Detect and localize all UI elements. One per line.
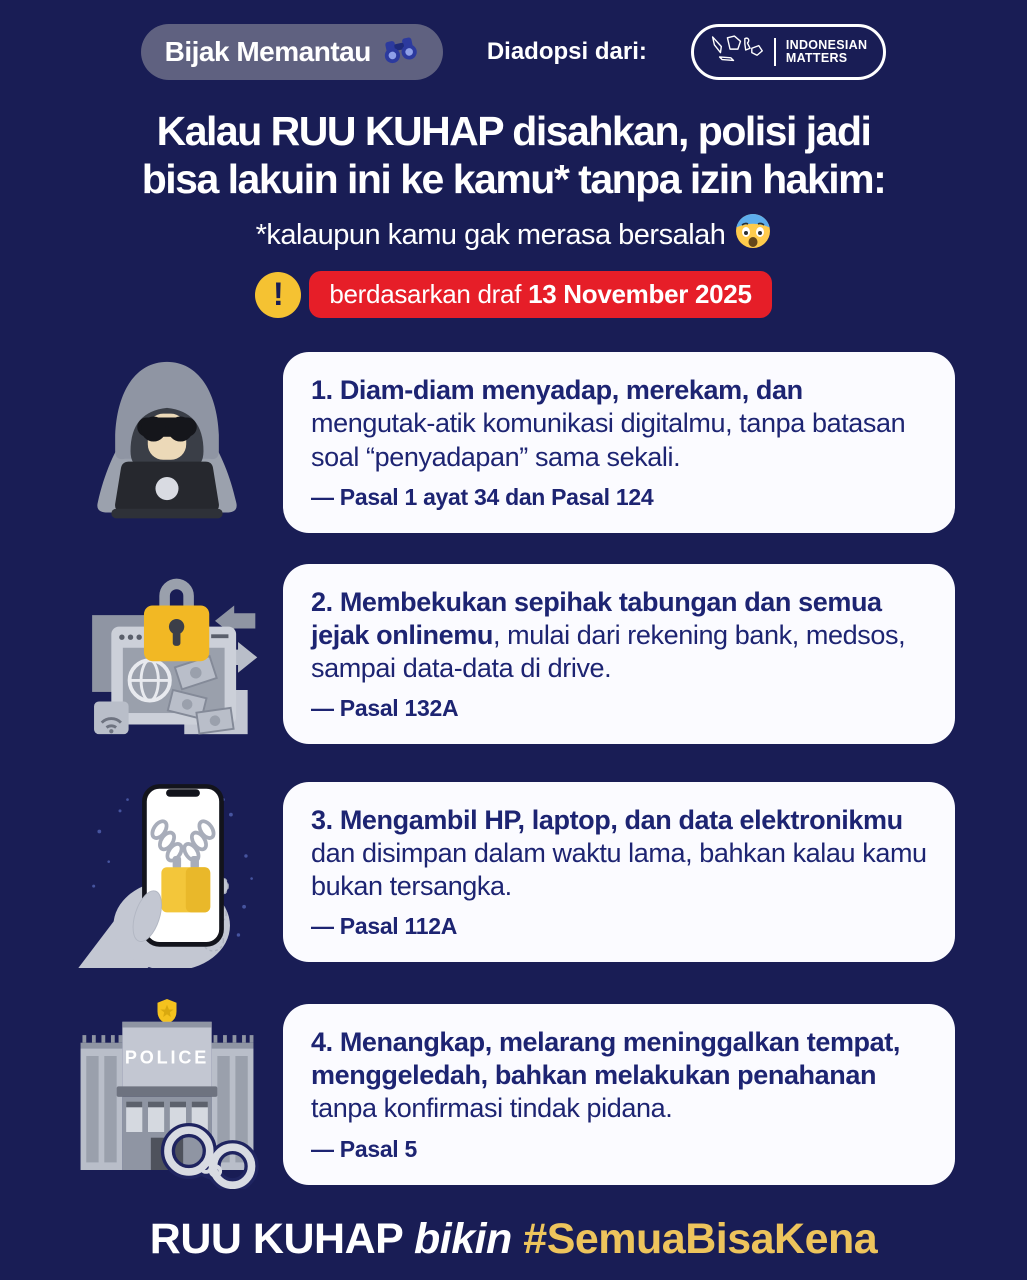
subtitle-text: *kalaupun kamu gak merasa bersalah <box>255 218 726 251</box>
draft-badge-date: 13 November 2025 <box>528 279 752 310</box>
headline <box>0 108 1027 203</box>
card-3-regular: dan disimpan dalam waktu lama, bahkan kalau kamu bukan tersangka. <box>311 837 927 901</box>
card-2-pasal: — Pasal 132A <box>311 695 459 722</box>
footer-part1: RUU KUHAP <box>149 1215 403 1264</box>
row-2 <box>50 564 955 745</box>
card-1-bold: 1. Diam-diam menyadap, merekam, dan <box>311 375 803 406</box>
draft-badge-regular: berdasarkan draf <box>329 279 522 310</box>
hand-phone-lock-icon <box>50 775 283 968</box>
card-2-bold: 2. Membekukan sepihak tabungan dan semua jejak onlinemu <box>311 586 882 650</box>
card-4 <box>283 1004 955 1185</box>
card-1-pasal: — Pasal 1 ayat 34 dan Pasal 124 <box>311 483 654 510</box>
locked-browser-icon <box>50 565 283 743</box>
draft-badge-row <box>0 271 1027 318</box>
card-2-text <box>311 586 927 686</box>
binoculars-icon <box>381 35 419 70</box>
police-station-handcuffs-icon <box>50 999 283 1189</box>
footer-part2: bikin <box>413 1215 512 1264</box>
svg-text:POLICE: POLICE <box>124 1047 209 1068</box>
adopted-from-label: Diadopsi dari: <box>486 38 647 65</box>
brand-label: Bijak Memantau <box>164 36 371 67</box>
footer-tagline <box>0 1215 1027 1264</box>
exclamation-icon: ! <box>255 272 301 318</box>
card-rows <box>50 352 955 1189</box>
card-3 <box>283 782 955 963</box>
hacker-laptop-icon <box>50 358 283 526</box>
card-4-bold: 4. Menangkap, melarang meninggalkan tempat, menggeledah, bahkan melakukan penahanan <box>311 1027 900 1091</box>
card-3-bold: 3. Mengambil HP, laptop, dan data elektronikmu <box>311 804 903 835</box>
row-3 <box>50 775 955 968</box>
card-4-text <box>311 1026 927 1126</box>
row-1 <box>50 352 955 533</box>
card-2 <box>283 564 955 745</box>
row-4 <box>50 999 955 1189</box>
logo-text <box>786 39 867 66</box>
card-3-text <box>311 804 927 904</box>
card-2-regular: , mulai dari rekening bank, medsos, sampai data-data di drive. <box>311 619 906 684</box>
indonesian-matters-logo <box>691 24 886 80</box>
brand-pill <box>141 24 443 80</box>
card-1 <box>283 352 955 533</box>
card-4-pasal: — Pasal 5 <box>311 1135 417 1162</box>
top-bar <box>0 24 1027 80</box>
card-1-text <box>311 374 927 474</box>
logo-text-line1: INDONESIAN <box>785 37 868 52</box>
indonesia-map-icon <box>710 34 764 71</box>
logo-text-line2: MATTERS <box>785 51 848 65</box>
draft-badge <box>309 271 771 318</box>
headline-line2: bisa lakuin ini ke kamu* tanpa izin hakim: <box>141 155 886 202</box>
card-3-pasal: — Pasal 112A <box>311 913 458 940</box>
subtitle <box>0 213 1027 257</box>
fearful-face-emoji <box>735 213 771 257</box>
card-4-regular: tanpa konfirmasi tindak pidana. <box>311 1093 673 1124</box>
logo-divider <box>774 38 776 66</box>
headline-line1: Kalau RUU KUHAP disahkan, polisi jadi <box>156 108 871 154</box>
card-1-regular: mengutak-atik komunikasi digitalmu, tanpa batasan soal “penyadapan” sama sekali. <box>311 408 906 472</box>
footer-hashtag: #SemuaBisaKena <box>523 1215 878 1264</box>
